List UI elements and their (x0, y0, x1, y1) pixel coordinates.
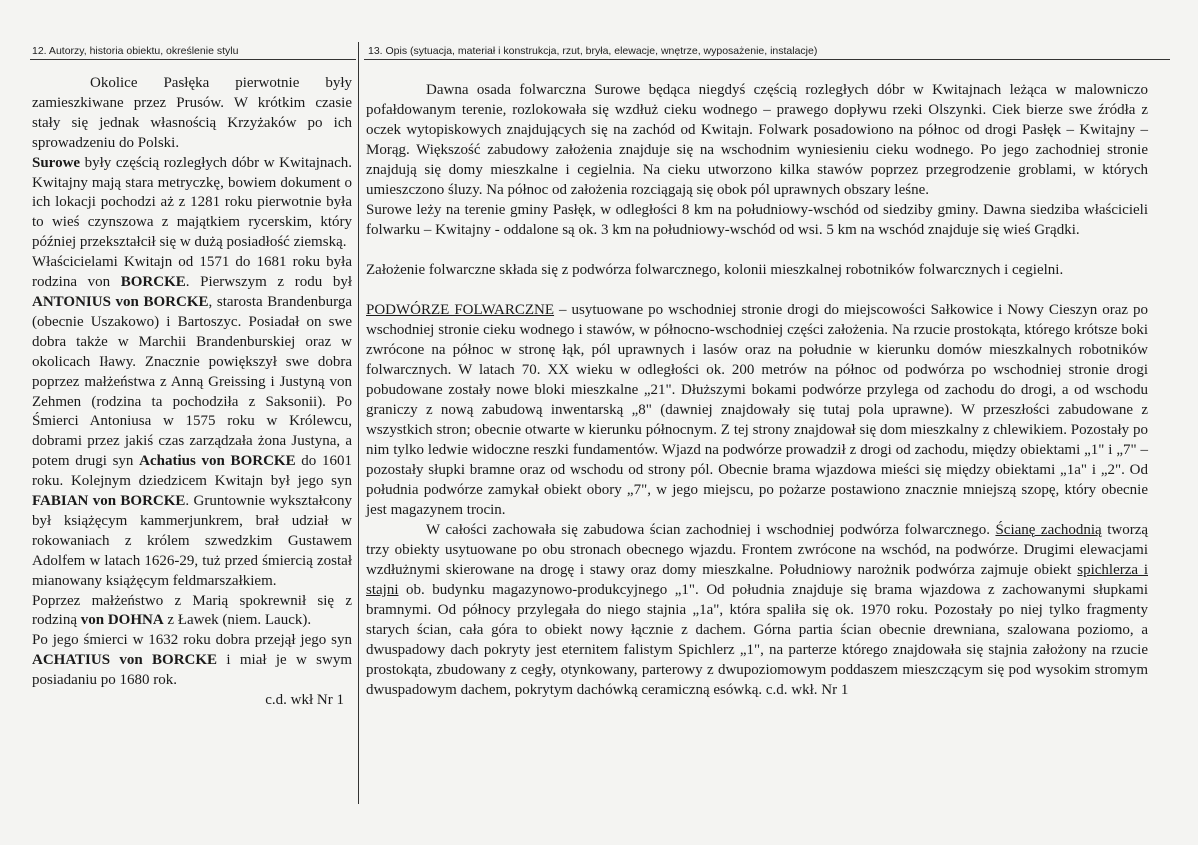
right-column-header: 13. Opis (sytuacja, materiał i konstrukcja, rzut, bryła, elewacje, wnętrze, wyposażenie, instalacje) (368, 45, 818, 57)
section-heading-courtyard: PODWÓRZE FOLWARCZNE (366, 302, 555, 318)
continuation-note-right: c.d. wkł. Nr 1 (762, 682, 849, 698)
text-span: Właścicielami Kwitajn od 1571 do 1681 roku była rodzina von (32, 254, 352, 291)
underlined-term: Ścianę zachodnią (995, 522, 1102, 538)
text-span: . Gruntownie wykształcony był książęcym kammerjunkrem, brał udział w rokowaniach z królem szwedzkim Gustawem Adolfem w latach 1626-29, tuż przed śmiercią został mianowany książęcym feldmarszałkiem. (32, 493, 352, 589)
description-paragraph-layout: Założenie folwarczne składa się z podwórza folwarcznego, kolonii mieszkalnej robotników folwarcznych i cegielni. (366, 262, 1064, 278)
text-span: tworzą trzy obiekty usytuowane po obu stronach obecnego wjazdu. Frontem zwrócone na wschód, na podwórze. Drugimi elewacjami wzdłużnymi skierowane na drogę i stawy oraz domy mieszkalne. Południowy narożnik podwórza zajmuje obiekt (366, 522, 1149, 578)
history-paragraph-achatius (32, 631, 352, 691)
text-span: i miał je w swym posiadaniu po 1680 rok. (32, 652, 353, 689)
history-paragraph-dohna (32, 592, 352, 632)
history-column (32, 74, 352, 711)
description-column (366, 80, 1148, 700)
bold-name: Surowe (32, 154, 81, 171)
bold-name: von DOHNA (80, 612, 164, 629)
description-paragraph-west-wall (366, 520, 1148, 700)
text-span: . Pierwszym z rodu był (185, 274, 352, 291)
text-span: Poprzez małżeństwo z Marią spokrewnił się z rodziną (32, 592, 352, 629)
left-column-header: 12. Autorzy, historia obiektu, określenie stylu (32, 45, 239, 57)
description-paragraph-courtyard (366, 300, 1148, 520)
underlined-term: spichlerza i stajni (366, 562, 1149, 598)
text-span: – usytuowane po wschodniej stronie drogi do miejscowości Sałkowice i Nowy Cieszyn oraz po wschodniej stronie cieku wodnego i stawów, w północno-wschodniej części założenia. Na rzucie prostokąta, którego krótsze boki zwrócone na północ w stronę łąk, pól uprawnych i lasów oraz na południe w kierunku domów mieszkalnych robotników folwarcznych. W latach 70. XX wieku w odległości ok. 200 metrów na północ od podwórza po wschodniej stronie drogi pobudowane zostały nowe bloki mieszkalne „21". Dłuższymi bokami podwórze przylega od zachodu do drogi, a od wschodu graniczy z nową zabudową inwentarską „8" (dawniej znajdowały się tutaj pola uprawne). W przeszłości zabudowane z wszystkich stron; obecnie otwarte w kierunku północnym. Z tej strony znajdował się dom mieszkalny z chlewikiem. Pozostały po nim tylko ledwie widoczne reszki fundamentów. Wjazd na podwórze prowadził z drogi od zachodu, między obiektami „1" i „7" – pozostały słupki bramne oraz od wschodu od strony pól. Obecnie brama wjazdowa mieści się między obiektami „1a" i „2". Od południa podwórze zamykał obiekt obory „7", w jego miejscu, po pożarze postawiono znacznie mniejszą szopę, który obecnie jest magazynem trocin. (366, 302, 1149, 518)
paragraph-gap (366, 280, 1148, 300)
bold-name: FABIAN von BORCKE (32, 493, 186, 510)
bold-name: BORCKE (120, 274, 186, 291)
document-sheet (30, 34, 1170, 804)
text-span: W całości zachowała się zabudowa ścian zachodniej i wschodniej podwórza folwarcznego. (426, 522, 996, 538)
history-paragraph-prussians: Okolice Pasłęka pierwotnie były zamieszkiwane przez Prusów. W krótkim czasie stały się jednak własnością Krzyżaków po ich sprowadzeniu do Polski. (32, 75, 352, 151)
paragraph-gap (366, 240, 1148, 260)
bold-name: Achatius von BORCKE (139, 453, 296, 470)
text-span: , starosta Brandenburga (obecnie Uszakowo) i Bartoszyc. Posiadał on swe dobra także w Marchii Brandenburskiej oraz w okolicach Iławy. Znacznie powiększył swe dobra poprzez małżeństwa z Anną Greissing i Justyną von Zehmen (rodzina ta pochodziła z Saksonii). Po Śmierci Antoniusa w 1575 roku w Królewcu, dobrami przez jakiś czas zarządzała żona Justyna, a potem drugi syn (32, 293, 352, 470)
text-span: do 1601 roku. Kolejnym dziedzicem Kwitajn był jego syn (32, 453, 352, 490)
column-divider (358, 42, 359, 804)
continuation-note-left: c.d. wkł Nr 1 (265, 692, 344, 709)
history-paragraph-borcke (32, 253, 352, 591)
header-rule-right (364, 59, 1170, 60)
text-span: były częścią rozległych dóbr w Kwitajnach. Kwitajny mają stara metryczkę, bowiem dokument o ich lokacji pochodzi aż z 1281 roku pierwotnie była to wieś czynszowa z majątkiem rycerskim, który później przekształcił się w dużą posiadłość ziemską. (32, 154, 352, 251)
history-paragraph-surowe (32, 154, 352, 254)
text-span: z Ławek (niem. Lauck). (163, 612, 312, 629)
bold-name: ANTONIUS von BORCKE (32, 293, 209, 310)
bold-name: ACHATIUS von BORCKE (32, 652, 218, 669)
text-span: Po jego śmierci w 1632 roku dobra przejął jego syn (32, 632, 352, 649)
header-rule-left (30, 59, 356, 60)
description-paragraph-setting: Dawna osada folwarczna Surowe będąca niegdyś częścią rozległych dóbr w Kwitajnach leżąca w malowniczo pofałdowanym terenie, rozlokowała się wzdłuż cieku wodnego – prawego dopływu rzeki Olszynki. Ciek bierze swe źródła z oczek wytopiskowych znajdujących się na zachód od Kwitajn. Folwark posadowiono na północ od drogi Pasłęk – Kwitajny – Morąg. Większość zabudowy założenia znajduje się na wschodnim wyniesieniu cieku wodnego. Po jego zachodniej stronie znajdują się domy mieszkalne i cegielnia. Na cieku utworzono kilka stawów poprzez przegrodzenie groblami, w których umieszczono śluzy. Na północ od założenia rozciągają się obok pól uprawnych obszary leśne. (366, 82, 1148, 198)
description-paragraph-location: Surowe leży na terenie gminy Pasłęk, w odległości 8 km na południowy-wschód od siedziby gminy. Dawna siedziba właścicieli folwarku – Kwitajny - oddalone są ok. 3 km na południowy-wschód od wsi. 5 km na wschód znajduje się wieś Grądki. (366, 202, 1148, 238)
text-span: ob. budynku magazynowo-produkcyjnego „1". Od południa znajduje się brama wjazdowa z zachowanymi słupkami bramnymi. Od północy przylegała do niego stajnia „1a", która spaliła się ok. 1970 roku. Pozostały po niej tylko fragmenty starych ścian, cała góra to obiekt nowy łącznie z dachem. Górna partia ścian obecnie drewniana, szalowana poziomo, a dwuspadowy dach pokryty jest eternitem falistym Spichlerz „1", na parterze którego znajdowała się stajnia założony na rzucie prostokąta, zbudowany z cegły, otynkowany, parterowy z dwupoziomowym poddaszem mieszczącym się pod wysokim stromym dwuspadowym dachem, pokrytym dachówką ceramiczną esówką. (366, 582, 1148, 698)
